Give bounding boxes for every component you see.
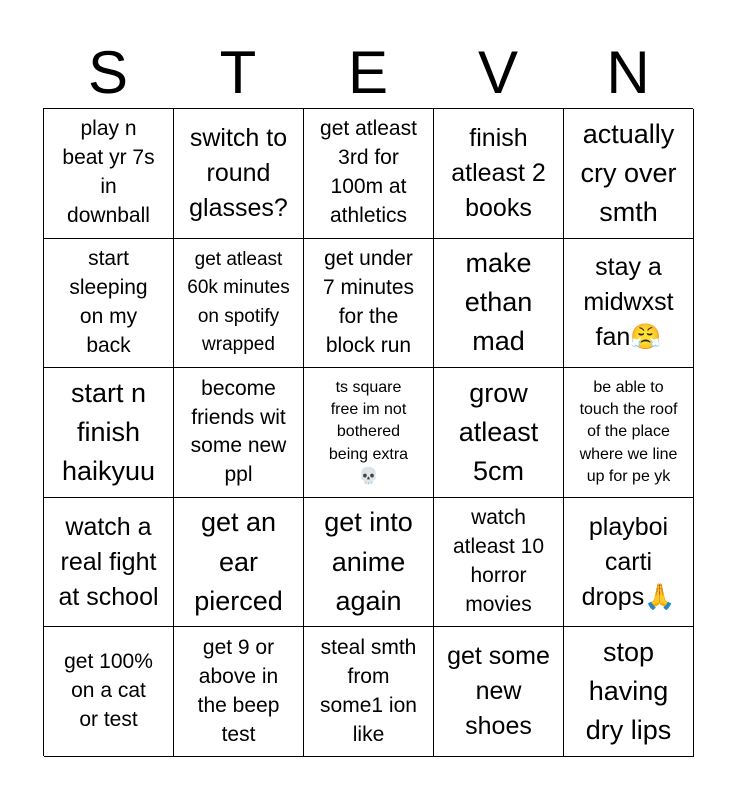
bingo-cell[interactable] <box>304 109 434 239</box>
header-letter: V <box>477 39 519 106</box>
bingo-cell[interactable] <box>564 368 694 498</box>
bingo-cell[interactable] <box>304 368 434 498</box>
cell-text: watch atleast 10 horror movies <box>452 506 545 617</box>
bingo-cell[interactable] <box>174 109 304 239</box>
cell-text: steal smth from some1 ion like <box>320 635 417 746</box>
bingo-cell[interactable] <box>564 109 694 239</box>
bingo-cell[interactable] <box>44 627 174 757</box>
bingo-cell[interactable] <box>44 109 174 239</box>
bingo-grid <box>43 108 693 756</box>
bingo-cell[interactable] <box>304 498 434 628</box>
cell-text: play n beat yr 7s in downball <box>62 117 155 228</box>
header-letter: T <box>219 39 257 106</box>
bingo-cell[interactable] <box>434 498 564 628</box>
cell-text: get 100% on a cat or test <box>64 650 153 732</box>
cell-text: get into anime again <box>324 507 413 616</box>
bingo-cell[interactable] <box>564 239 694 369</box>
cell-text: stay a midwxst fan😤 <box>583 253 674 352</box>
cell-text: ts square free im not bothered being extra 💀 <box>328 378 409 486</box>
cell-text: get atleast 3rd for 100m at athletics <box>320 117 417 228</box>
cell-text: start n finish haikyuu <box>61 377 156 487</box>
cell-text: playboi carti drops🙏 <box>581 512 676 611</box>
cell-text: start sleeping on my back <box>69 246 148 357</box>
bingo-cell[interactable] <box>434 239 564 369</box>
cell-text: watch a real fight at school <box>58 512 159 611</box>
bingo-cell[interactable] <box>434 627 564 757</box>
cell-text: finish atleast 2 books <box>451 123 546 222</box>
bingo-cell[interactable] <box>564 627 694 757</box>
bingo-cell[interactable] <box>304 627 434 757</box>
bingo-cell[interactable] <box>44 239 174 369</box>
bingo-cell[interactable] <box>564 498 694 628</box>
cell-text: get an ear pierced <box>194 507 283 616</box>
cell-text: be able to touch the roof of the place where we line up for pe yk <box>579 378 678 486</box>
bingo-cell[interactable] <box>44 498 174 628</box>
header-letter: N <box>606 39 650 106</box>
bingo-cell[interactable] <box>434 109 564 239</box>
bingo-cell[interactable] <box>434 368 564 498</box>
bingo-cell[interactable] <box>44 368 174 498</box>
cell-text: get atleast 60k minutes on spotify wrapped <box>187 248 290 356</box>
cell-text: stop having dry lips <box>585 636 672 746</box>
bingo-header <box>43 38 693 108</box>
bingo-cell[interactable] <box>174 368 304 498</box>
bingo-cell[interactable] <box>304 239 434 369</box>
bingo-cell[interactable] <box>174 498 304 628</box>
header-letter: S <box>87 39 129 106</box>
cell-text: get 9 or above in the beep test <box>197 635 280 746</box>
cell-text: make ethan mad <box>464 248 533 357</box>
bingo-cell[interactable] <box>174 627 304 757</box>
bingo-cell[interactable] <box>174 239 304 369</box>
cell-text: grow atleast 5cm <box>458 377 539 487</box>
cell-text: get under 7 minutes for the block run <box>322 246 415 357</box>
cell-text: actually cry over smth <box>580 118 677 227</box>
cell-text: get some new shoes <box>447 642 550 741</box>
header-letter: E <box>347 39 389 106</box>
cell-text: switch to round glasses? <box>189 123 288 222</box>
cell-text: become friends wit some new ppl <box>190 376 287 487</box>
